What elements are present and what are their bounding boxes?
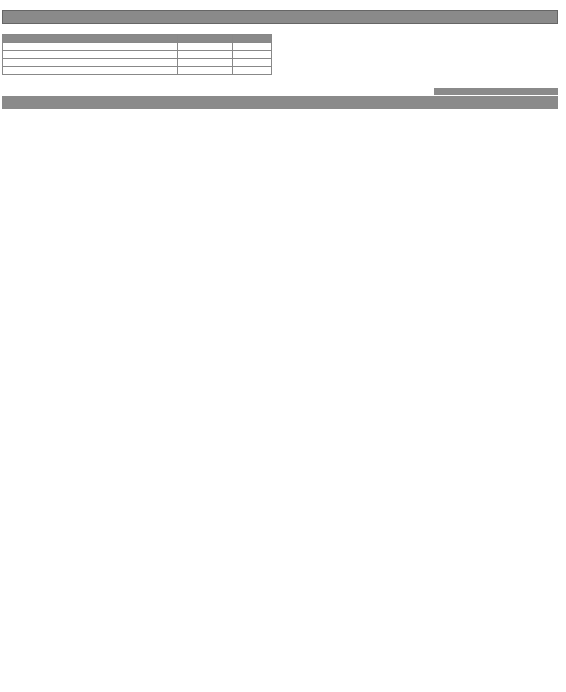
accuracy-header — [2, 10, 558, 24]
accuracy-row — [3, 67, 272, 75]
col-value — [233, 35, 272, 43]
col-unit — [178, 35, 233, 43]
accuracy-table — [2, 34, 272, 75]
accuracy-row — [3, 51, 272, 59]
order-code-header — [2, 96, 558, 109]
col-parameter — [3, 35, 178, 43]
test-conditions — [286, 37, 296, 43]
accuracy-row — [3, 59, 272, 67]
accuracy-row — [3, 43, 272, 51]
position-number-bar — [434, 88, 558, 95]
